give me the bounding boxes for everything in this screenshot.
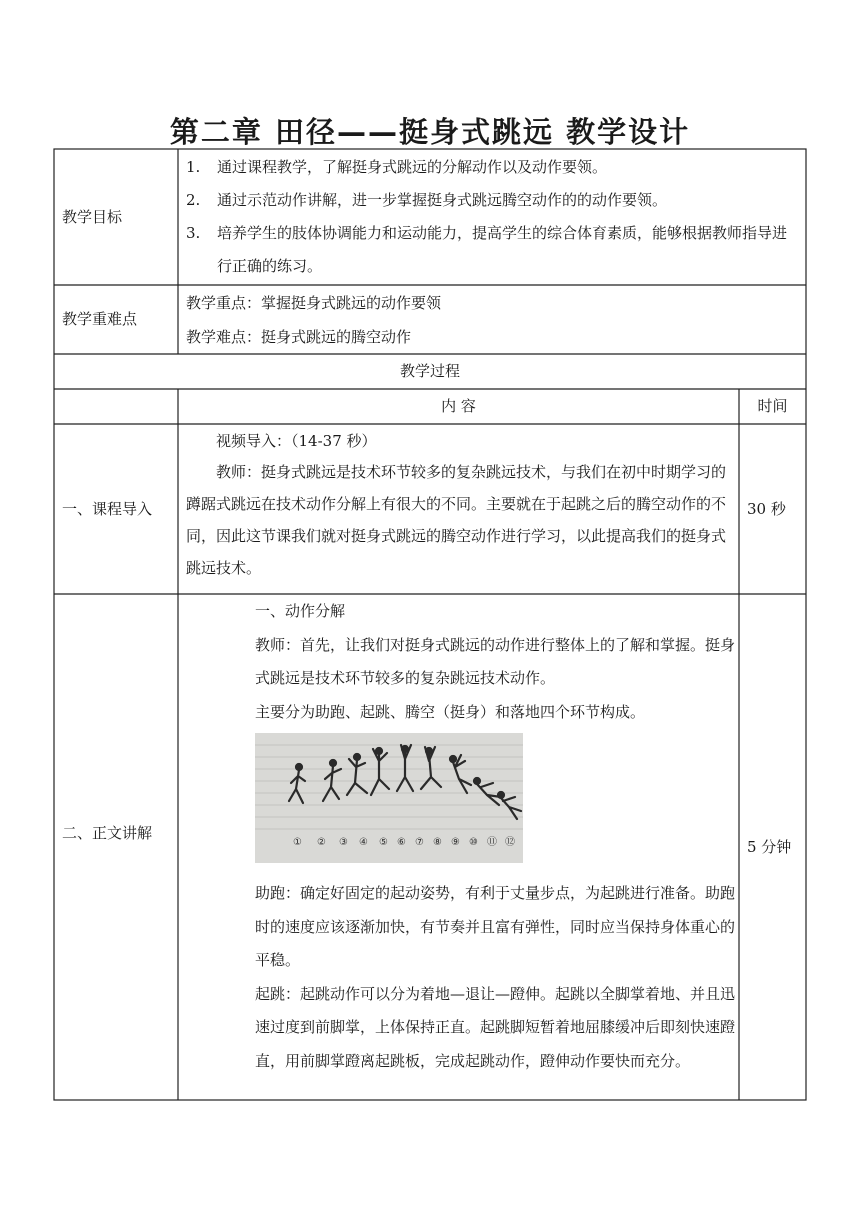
section2-label: 二、正文讲解 (62, 823, 153, 842)
video-intro: 视频导入：（14-37 秒） (216, 432, 377, 450)
page-title: 第二章 田径——挺身式跳远 教学设计 (169, 115, 691, 149)
section1-text: 教师：挺身式跳远是技术环节较多的复杂跳远技术，与我们在初中时期学习的蹲踞式跳远在技术动作分解上有很大的不同。主要就在于起跳之后的腾空动作的不同，因此这节课我们就对挺身式跳远的腾空动作进行学习，以此提高我们的挺身式跳远技术。 (186, 463, 727, 577)
process-heading: 教学过程 (399, 362, 460, 380)
section2-time: 5 分钟 (747, 837, 792, 856)
section1-label: 一、课程导入 (62, 499, 153, 518)
teaching-difficulty: 教学难点：挺身式跳远的腾空动作 (186, 328, 412, 346)
objectives-label: 教学目标 (62, 207, 123, 226)
column-header-time: 时间 (757, 397, 788, 415)
key-points-content (186, 286, 800, 352)
objectives-list (186, 151, 800, 283)
figure-label: ⑧ (433, 837, 442, 848)
teaching-focus: 教学重点：掌握挺身式跳远的动作要领 (186, 294, 442, 312)
objective-item: 3. 培养学生的肢体协调能力和运动能力，提高学生的综合体育素质，能够根据教师指导进行正确的练习。 (186, 224, 788, 275)
figure-label: ⑨ (451, 837, 460, 848)
column-header-content: 内 容 (441, 397, 476, 415)
section2-content (255, 595, 735, 1098)
objective-item: 1. 通过课程教学，了解挺身式跳远的分解动作以及动作要领。 (186, 158, 608, 176)
figure-label: ③ (339, 837, 348, 848)
figure-label: ⑫ (505, 837, 515, 848)
section2-paragraph-run-up: 助跑：确定好固定的起动姿势，有利于丈量步点，为起跳进行准备。助跑时的速度应该逐渐加快，有节奏并且富有弹性，同时应当保持身体重心的平稳。 (255, 884, 736, 969)
section1-time: 30 秒 (747, 499, 786, 518)
section2-paragraph-2: 主要分为助跑、起跳、腾空（挺身）和落地四个环节构成。 (255, 702, 646, 721)
figure-label: ② (317, 837, 326, 848)
figure-label: ④ (359, 837, 368, 848)
long-jump-sequence-figure (255, 733, 523, 863)
section1-content (186, 426, 734, 592)
objective-item: 2. 通过示范动作讲解，进一步掌握挺身式跳远腾空动作的的动作要领。 (186, 191, 668, 209)
section2-paragraph-1: 教师：首先，让我们对挺身式跳远的动作进行整体上的了解和掌握。挺身式跳远是技术环节较多的复杂跳远技术动作。 (255, 635, 736, 687)
figure-label: ⑥ (397, 837, 406, 848)
figure-label: ⑩ (469, 837, 478, 848)
key-points-label: 教学重难点 (62, 310, 138, 328)
section2-subheading: 一、动作分解 (255, 602, 346, 620)
section2-paragraph-takeoff: 起跳：起跳动作可以分为着地—退让—蹬伸。起跳以全脚掌着地、并且迅速过度到前脚掌，上体保持正直。起跳脚短暂着地屈膝缓冲后即刻快速蹬直，用前脚掌蹬离起跳板，完成起跳动作，蹬伸动作要快而充分。 (255, 984, 736, 1070)
figure-label: ① (293, 837, 302, 848)
figure-label: ⑦ (415, 837, 424, 848)
figure-label: ⑪ (487, 837, 497, 848)
figure-label: ⑤ (379, 837, 388, 848)
